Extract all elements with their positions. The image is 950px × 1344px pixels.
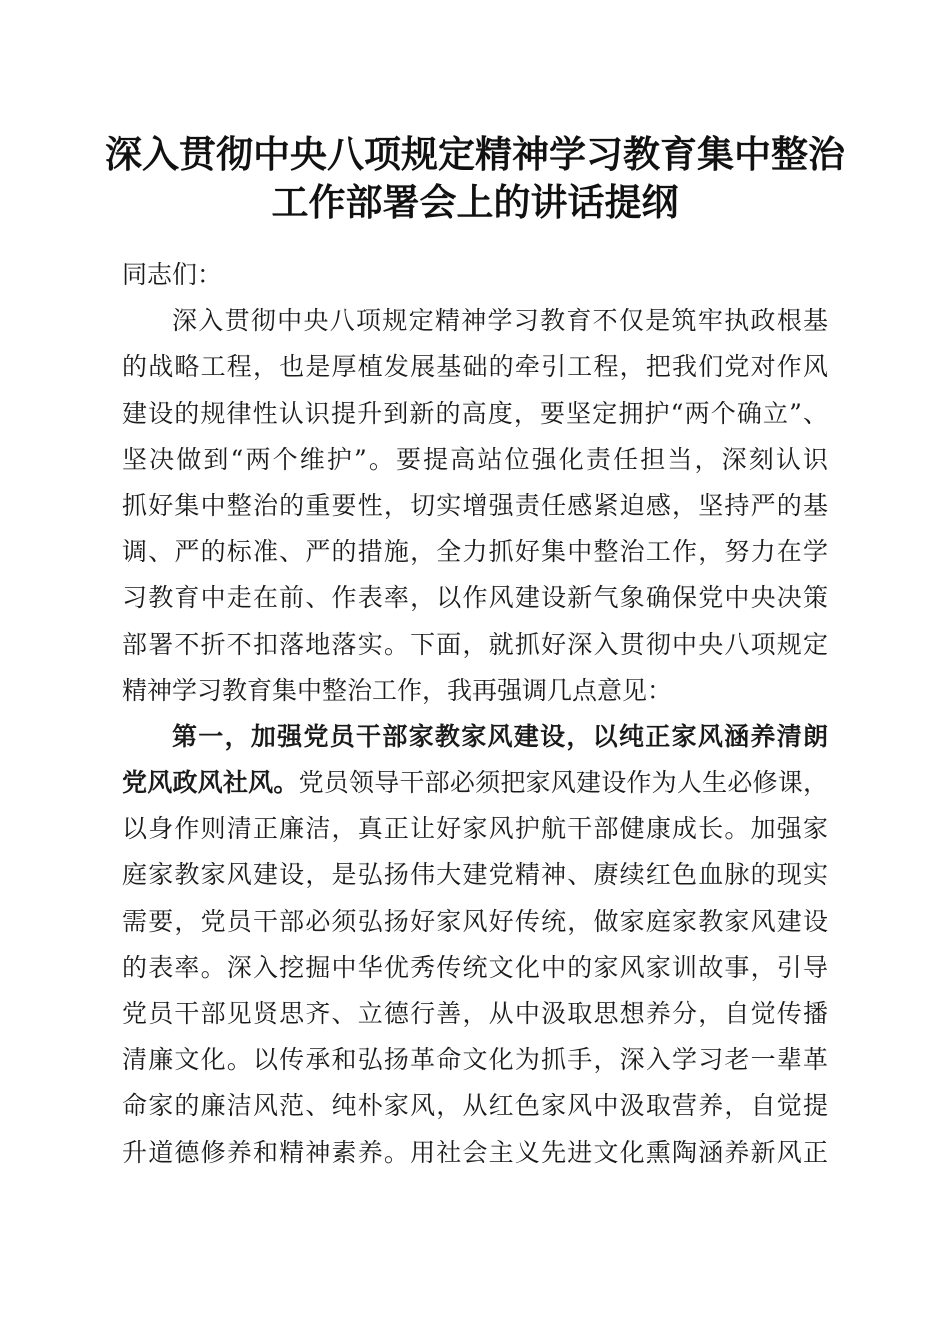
paragraph-1-line: 部署不折不扣落地落实。下面，就抓好深入贯彻中央八项规定 xyxy=(122,629,828,659)
greeting: 同志们： xyxy=(122,260,223,289)
paragraph-2-line: 庭家教家风建设，是弘扬伟大建党精神、赓续红色血脉的现实 xyxy=(122,860,828,890)
paragraph-2-line: 党员干部见贤思齐、立德行善，从中汲取思想养分，自觉传播 xyxy=(122,999,828,1028)
paragraph-2-line: 清廉文化。以传承和弘扬革命文化为抓手，深入学习老一辈革 xyxy=(122,1045,828,1075)
paragraph-1 xyxy=(122,298,828,714)
paragraph-1-line: 坚决做到“两个维护”。要提高站位强化责任担当，深刻认识 xyxy=(122,444,828,474)
title-line-2: 工作部署会上的讲话提纲 xyxy=(271,180,679,224)
paragraph-1-line: 深入贯彻中央八项规定精神学习教育不仅是筑牢执政根基 xyxy=(172,306,828,336)
paragraph-2-line: 升道德修养和精神素养。用社会主义先进文化熏陶涵养新风正 xyxy=(122,1137,828,1167)
paragraph-1-line: 的战略工程，也是厚植发展基础的牵引工程，把我们党对作风 xyxy=(122,352,828,382)
paragraph-1-line: 习教育中走在前、作表率，以作风建设新气象确保党中央决策 xyxy=(122,583,828,613)
title-line-1: 深入贯彻中央八项规定精神学习教育集中整治 xyxy=(105,132,845,176)
paragraph-2-line: 命家的廉洁风范、纯朴家风，从红色家风中汲取营养，自觉提 xyxy=(122,1091,828,1121)
paragraph-1-line: 精神学习教育集中整治工作，我再强调几点意见： xyxy=(122,675,673,705)
paragraph-1-line: 建设的规律性认识提升到新的高度，要坚定拥护“两个确立”、 xyxy=(122,398,828,428)
document-title xyxy=(100,130,850,226)
paragraph-1-line: 抓好集中整治的重要性，切实增强责任感紧迫感，坚持严的基 xyxy=(122,490,828,520)
paragraph-2-line: 的表率。深入挖掘中华优秀传统文化中的家风家训故事，引导 xyxy=(122,952,828,982)
paragraph-2-line: 以身作则清正廉洁，真正让好家风护航干部健康成长。加强家 xyxy=(122,814,828,844)
paragraph-2-text: 党员领导干部必须把家风建设作为人生必修课， xyxy=(298,768,828,798)
section-heading-end: 党风政风社风。 xyxy=(122,768,299,798)
paragraph-2 xyxy=(122,714,828,1176)
section-heading-line: 第一，加强党员干部家教家风建设，以纯正家风涵养清朗 xyxy=(172,721,828,751)
paragraph-2-line xyxy=(122,760,828,806)
paragraph-1-line: 调、严的标准、严的措施，全力抓好集中整治工作，努力在学 xyxy=(122,537,828,567)
paragraph-2-line: 需要，党员干部必须弘扬好家风好传统，做家庭家教家风建设 xyxy=(122,906,828,936)
document-body xyxy=(122,252,828,1176)
